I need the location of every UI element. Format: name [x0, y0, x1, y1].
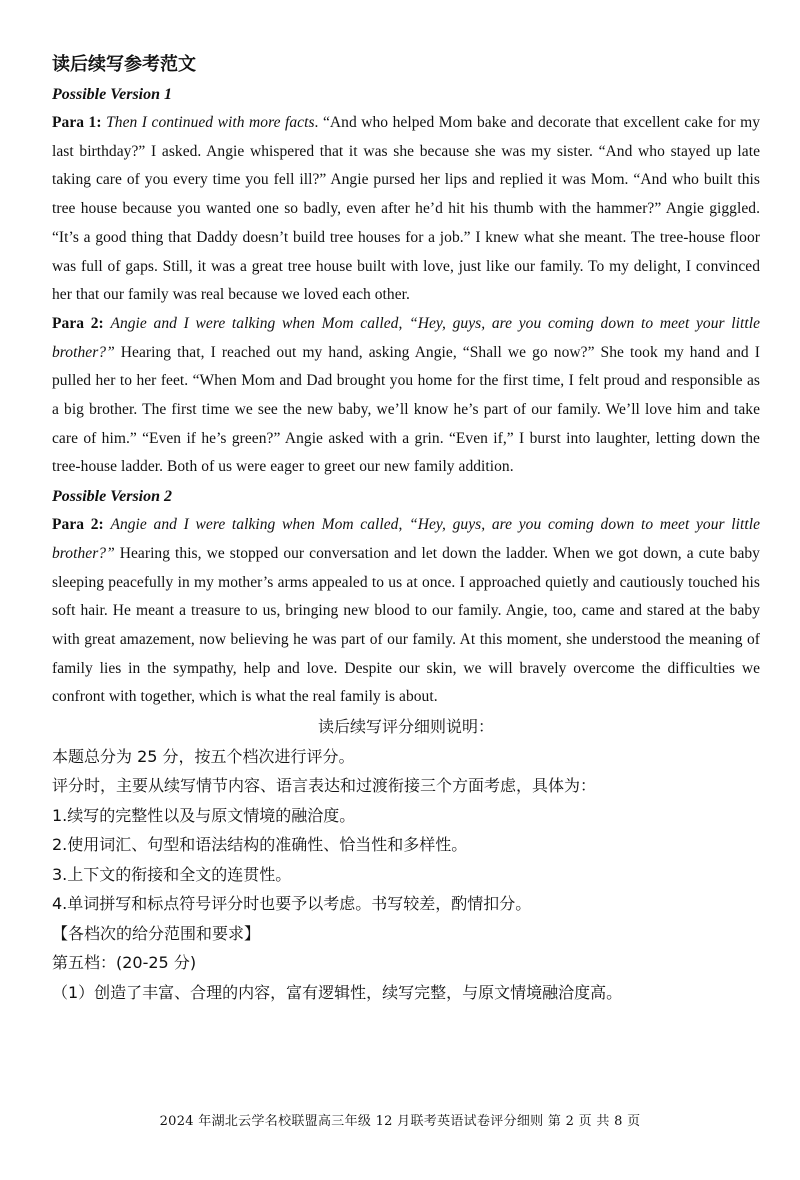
version1-para1: [52, 109, 760, 310]
para-lead: Angie and I were talking when Mom called, “Hey, guys, are you coming down to meet your little brother?”: [52, 516, 761, 562]
para-text: . “And who helped Mom bake and decorate that excellent cake for my last birthday?” I asked. Angie whispered that it was she because she was my sister. “And who stayed up late taking care of you every time you fell ill?” Angie pursed her lips and replied it was Mom. “And who built this tree house because you wanted one so badly, even after he’d hit his thumb with the hammer?” Angie giggled. “It’s a good thing that Daddy doesn’t build tree houses for a job.” I knew what she meant. The tree-house floor was full of gaps. Still, it was a great tree house built with love, just like our family. To my delight, I convinced her that our family was real because we loved each other.: [52, 114, 761, 304]
para-label: Para 1:: [52, 114, 102, 131]
grading-line: 评分时，主要从续写情节内容、语言表达和过渡衔接三个方面考虑，具体为：: [52, 776, 597, 796]
para-label: Para 2:: [52, 516, 104, 534]
grading-line: （1）创造了丰富、合理的内容，富有逻辑性，续写完整，与原文情境融洽度高。: [52, 982, 623, 1002]
para-lead: Angie and I were talking when Mom called, “Hey, guys, are you coming down to meet your little brother?”: [52, 314, 761, 361]
para-text: Hearing this, we stopped our conversation and let down the ladder. When we got down, a cute baby sleeping peacefully in my mother’s arms appealed to us at once. I approached quietly and cautiously touched his soft hair. He meant a treasure to us, bringing new blood to our family. Angie, too, came and stared at the baby with great amazement, now believing he was part of our family. At this moment, she understood the meaning of family lies in the sympathy, help and love. Despite our skin, we will bravely overcome the difficulties we confront with together, which is what the real family is about.: [52, 544, 760, 706]
grading-line: 2.使用词汇、句型和语法结构的准确性、恰当性和多样性。: [52, 835, 468, 855]
version2-title: Possible Version 2: [52, 488, 173, 506]
grading-line: 3.上下文的衔接和全文的连贯性。: [52, 864, 292, 884]
para-label: Para 2:: [52, 314, 104, 332]
grading-line: 【各档次的给分范围和要求】: [52, 923, 261, 943]
page-footer: 2024 年湖北云学名校联盟高三年级 12 月联考英语试卷评分细则 第 2 页 共 8 页: [159, 1114, 641, 1129]
document-page: [52, 50, 760, 1007]
para-text: Hearing that, I reached out my hand, asking Angie, “Shall we go now?” She took my hand and I pulled her to her feet. “When Mom and Dad brought you home for the first time, I felt proud and responsible as a big brother. The first time we see the new baby, we’ll know he’s part of our family. We’ll love him and take care of him.” “Even if he’s green?” Angie asked with a grin. “Even if,” I burst into laughter, letting down the tree-house ladder. Both of us were eager to greet our new family addition.: [52, 343, 760, 476]
version1-title: Possible Version 1: [52, 86, 173, 103]
version2-para2: [52, 511, 760, 712]
grading-line: 本题总分为 25 分，按五个档次进行评分。: [52, 746, 355, 766]
grading-line: 4.单词拼写和标点符号评分时也要予以考虑。书写较差，酌情扣分。: [52, 894, 532, 914]
para-lead: Then I continued with more facts: [106, 114, 315, 131]
section-heading: 读后续写参考范文: [52, 54, 196, 75]
grading-line: 1.续写的完整性以及与原文情境的融洽度。: [52, 805, 356, 825]
version1-para2: [52, 310, 760, 482]
grading-line: 第五档：(20-25 分): [52, 953, 197, 973]
grading-title: 读后续写评分细则说明：: [317, 717, 494, 737]
